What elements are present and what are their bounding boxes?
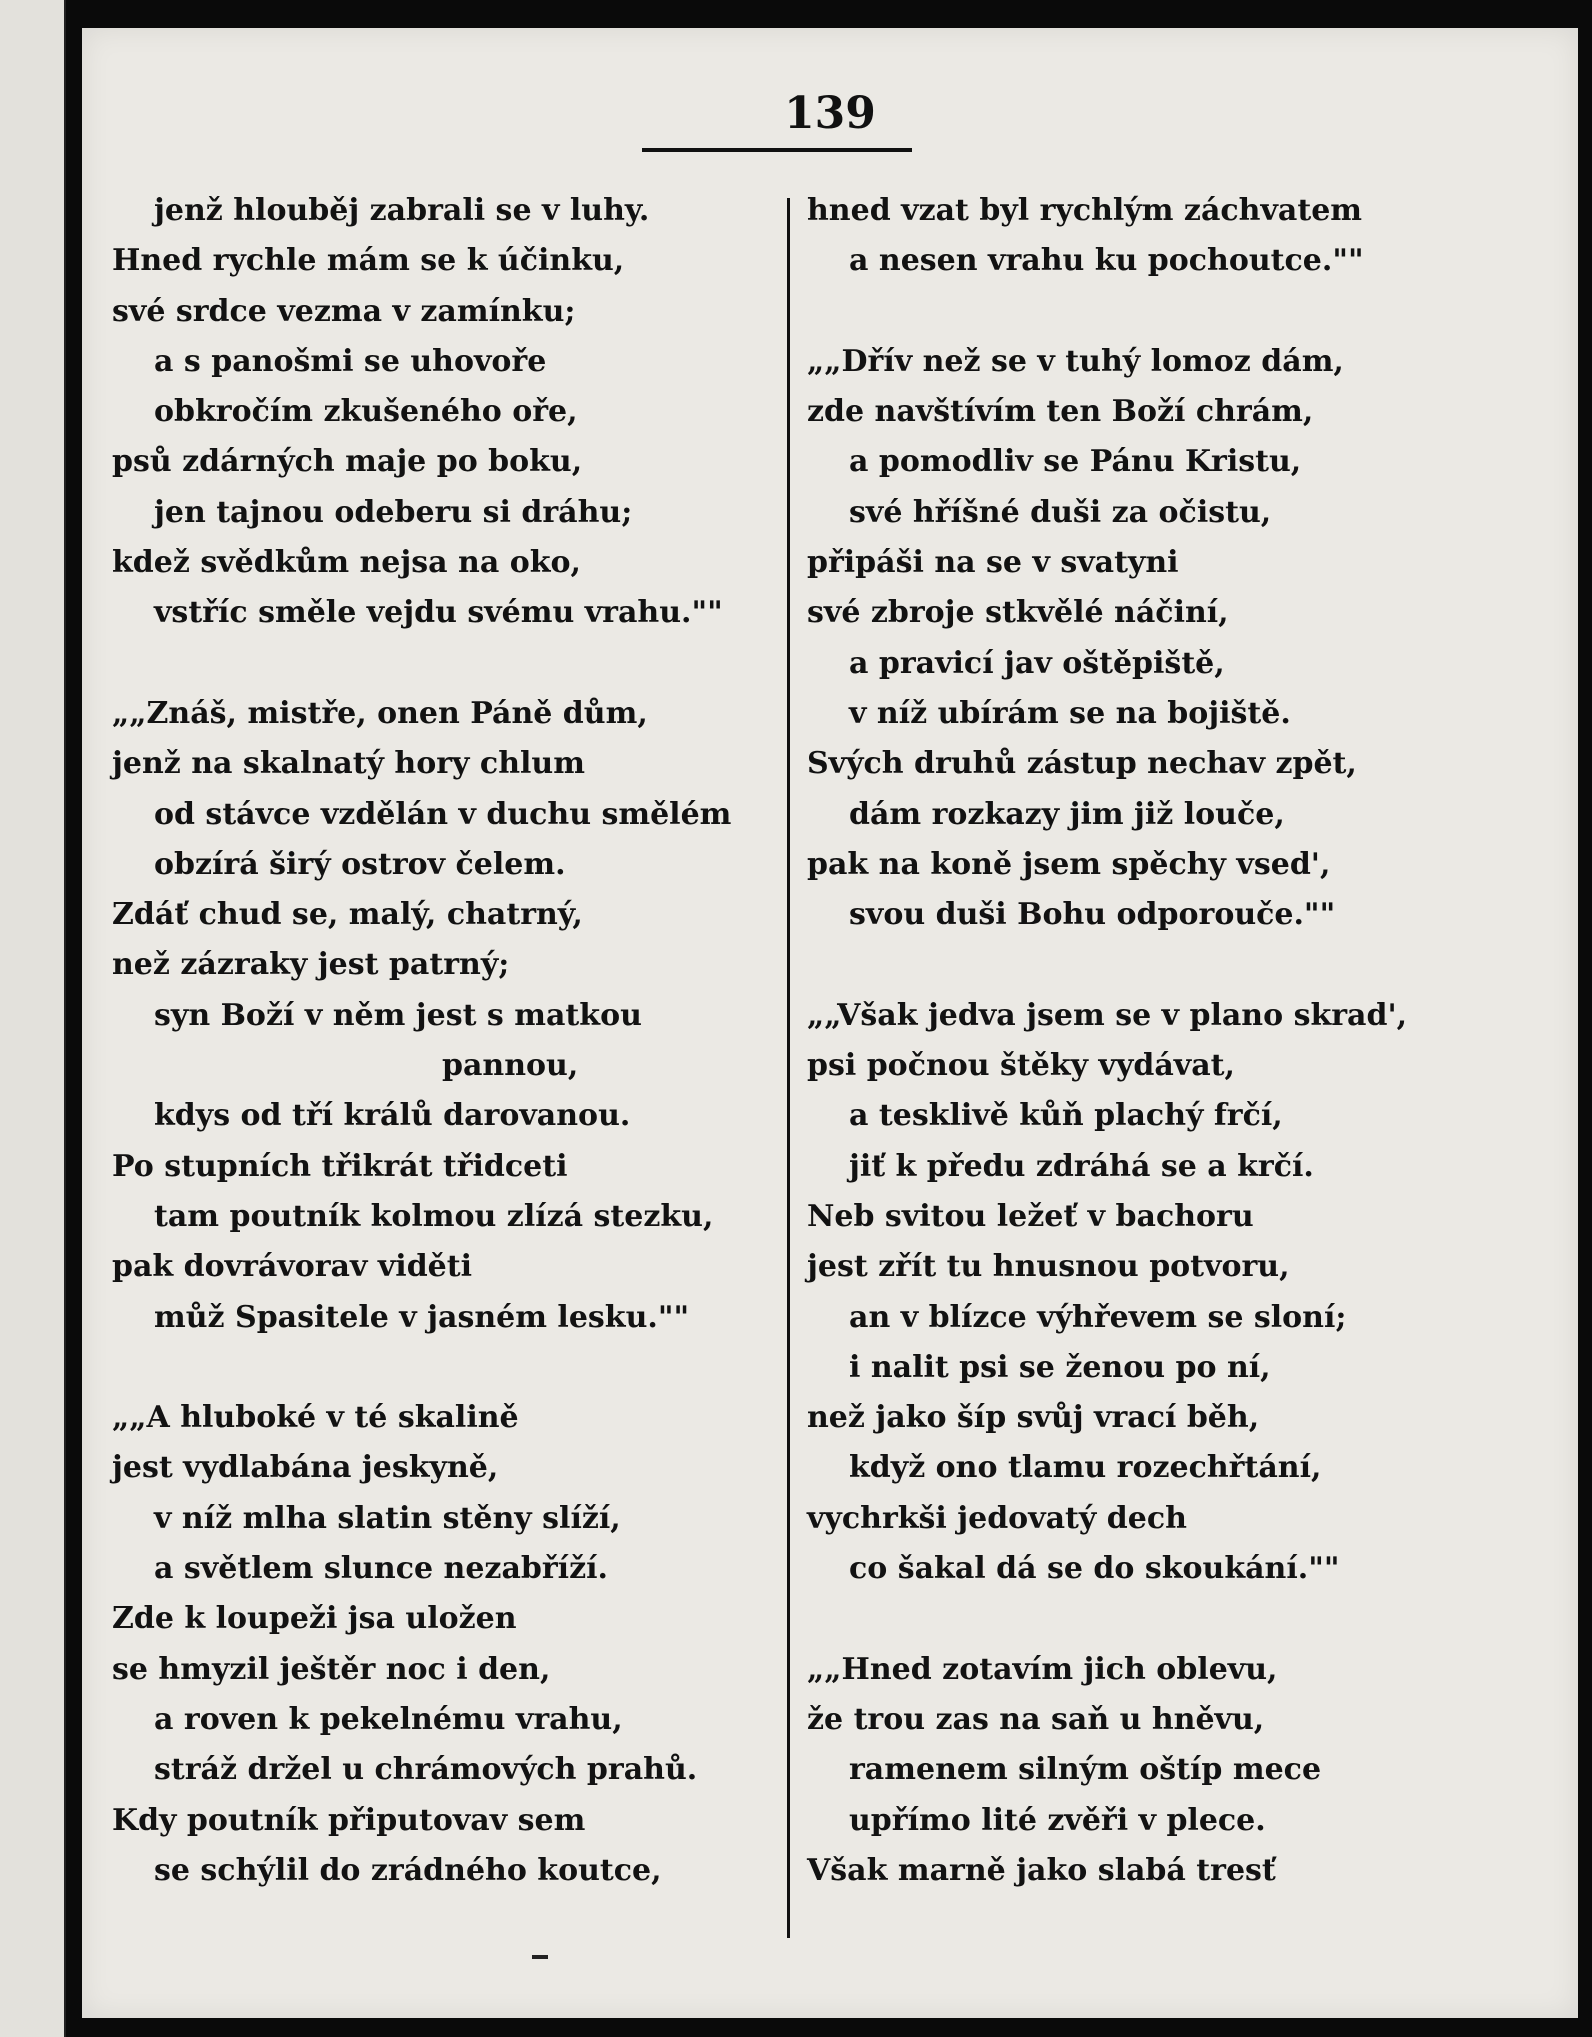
right-column [807, 186, 1547, 1896]
verse-line: pannou, [442, 1048, 579, 1084]
verse-line: kdys od tří králů darovanou. [154, 1098, 631, 1134]
verse-line: a roven k pekelnému vrahu, [154, 1701, 623, 1737]
verse-line: můž Spasitele v jasném lesku."" [154, 1299, 690, 1335]
verse-line: se hmyzil ještěr noc i den, [112, 1651, 551, 1687]
verse-line: kdež svědkům nejsa na oko, [112, 545, 581, 581]
verse-line: zde navštívím ten Boží chrám, [807, 394, 1314, 430]
verse-line: připáši na se v svatyni [807, 545, 1179, 581]
verse-line: vstříc směle vejdu svému vrahu."" [154, 595, 723, 631]
verse-line: když ono tlamu rozechřtání, [849, 1450, 1322, 1486]
verse-line: vychrkši jedovatý dech [807, 1500, 1187, 1536]
column-divider [787, 198, 790, 1938]
verse-line: co šakal dá se do skoukání."" [849, 1551, 1340, 1587]
verse-line: tam poutník kolmou zlízá stezku, [154, 1198, 714, 1234]
verse-line: své srdce vezma v zamínku; [112, 293, 576, 329]
verse-line: jest vydlabána jeskyně, [112, 1450, 499, 1486]
verse-line: jenž na skalnatý hory chlum [112, 746, 585, 782]
verse-line: a pravicí jav oštěpiště, [849, 645, 1225, 681]
verse-line: ramenem silným oštíp mece [849, 1752, 1322, 1788]
verse-line: Neb svitou ležeť v bachoru [807, 1198, 1254, 1234]
verse-line: hned vzat byl rychlým záchvatem [807, 193, 1363, 228]
verse-line: pak dovrávorav viděti [112, 1249, 473, 1285]
verse-line: svou duši Bohu odporouče."" [849, 897, 1336, 933]
verse-line: „„Hned zotavím jich oblevu, [807, 1651, 1278, 1687]
verse-line: v níž ubírám se na bojiště. [849, 695, 1291, 731]
verse-line: že trou zas na saň u hněvu, [807, 1701, 1265, 1737]
verse-line: jen tajnou odeberu si dráhu; [154, 494, 633, 530]
verse-line: Hned rychle mám se k účinku, [112, 243, 625, 279]
book-page [82, 28, 1578, 2018]
verse-line: pak na koně jsem spěchy vsed', [807, 846, 1331, 882]
verse-line: než zázraky jest patrný; [112, 947, 510, 983]
stanza-gap [807, 1594, 1547, 1644]
verse-line: „„Však jedva jsem se v plano skrad', [807, 997, 1408, 1033]
verse-line: od stávce vzdělán v duchu smělém [154, 796, 732, 832]
verse-line: jest zřít tu hnusnou potvoru, [807, 1249, 1290, 1285]
stanza-gap [807, 940, 1547, 990]
header-rule [642, 148, 912, 152]
verse-line: upřímo lité zvěři v plece. [849, 1802, 1266, 1838]
verse-line: i nalit psi se ženou po ní, [849, 1349, 1271, 1385]
verse-line: dám rozkazy jim již louče, [849, 796, 1285, 832]
verse-line: „„Znáš, mistře, onen Páně dům, [112, 695, 648, 731]
verse-line: než jako šíp svůj vrací běh, [807, 1400, 1260, 1436]
verse-line: v níž mlha slatin stěny slíží, [154, 1500, 621, 1536]
verse-line: se schýlil do zrádného koutce, [154, 1852, 662, 1888]
left-column [112, 186, 782, 1896]
verse-line: obkročím zkušeného oře, [154, 394, 578, 430]
stanza-gap [112, 639, 782, 689]
verse-line: „„Dřív než se v tuhý lomoz dám, [807, 343, 1344, 379]
verse-line: jiť k předu zdráhá se a krčí. [849, 1148, 1314, 1184]
verse-line: Svých druhů zástup nechav zpět, [807, 746, 1357, 782]
verse-line: Zdáť chud se, malý, chatrný, [112, 897, 583, 933]
verse-line: Však marně jako slabá tresť [807, 1852, 1276, 1888]
verse-line: a nesen vrahu ku pochoutce."" [849, 243, 1364, 279]
verse-line: Po stupních třikrát třidceti [112, 1148, 568, 1184]
verse-line: jenž hlouběj zabrali se v luhy. [154, 193, 650, 228]
printer-mark [532, 1955, 548, 1959]
verse-line: své zbroje stkvělé náčiní, [807, 595, 1229, 631]
verse-line: Kdy poutník připutovav sem [112, 1802, 586, 1838]
verse-line: a světlem slunce nezabříží. [154, 1551, 608, 1587]
verse-line: an v blízce výhřevem se sloní; [849, 1299, 1347, 1335]
verse-line: a pomodliv se Pánu Kristu, [849, 444, 1302, 480]
verse-line: své hříšné duši za očistu, [849, 494, 1272, 530]
verse-line: Zde k loupeži jsa uložen [112, 1601, 517, 1637]
stanza-gap [807, 287, 1547, 337]
stanza-gap [112, 1343, 782, 1393]
verse-line: obzírá širý ostrov čelem. [154, 846, 566, 882]
page-number: 139 [784, 88, 876, 139]
verse-line: psů zdárných maje po boku, [112, 444, 583, 480]
verse-line: a s panošmi se uhovoře [154, 343, 547, 379]
verse-line: a tesklivě kůň plachý frčí, [849, 1098, 1283, 1134]
verse-line: syn Boží v něm jest s matkou [154, 997, 642, 1033]
verse-line: stráž držel u chrámových prahů. [154, 1752, 698, 1788]
previous-page-edge [0, 0, 66, 2037]
verse-line: psi počnou štěky vydávat, [807, 1048, 1235, 1084]
verse-line: „„A hluboké v té skalině [112, 1400, 519, 1436]
